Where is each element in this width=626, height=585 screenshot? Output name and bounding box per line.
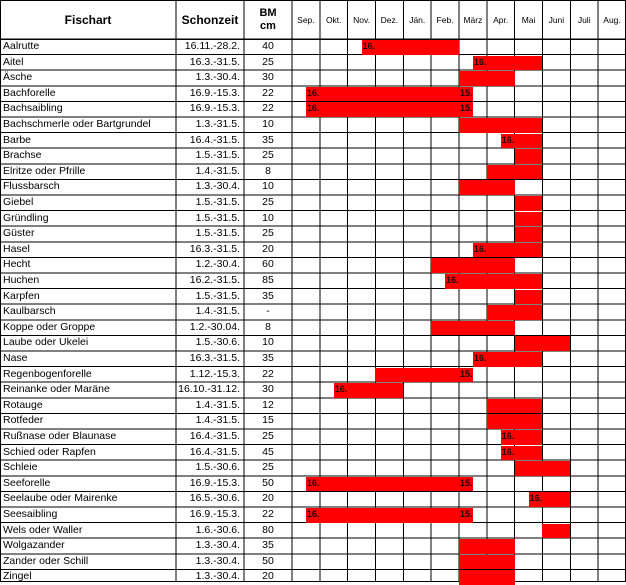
closed-season-bar (515, 290, 543, 305)
closed-season-period: 16.3.-31.5. (189, 55, 240, 68)
fish-name: Nase (3, 352, 28, 364)
fish-name: Giebel (3, 196, 34, 208)
minimum-size: 30 (262, 71, 274, 84)
minimum-size: - (266, 305, 270, 318)
minimum-size: 22 (262, 367, 274, 380)
fish-name: Bachsaibling (3, 102, 63, 115)
closed-season-period: 1.3.-30.4. (195, 570, 240, 583)
closed-season-period: 16.4.-31.5. (189, 445, 240, 458)
fish-name: Seelaube oder Mairenke (3, 492, 118, 505)
fish-name: Rotauge (3, 398, 43, 411)
closed-season-bar (542, 524, 570, 539)
closed-season-bar (375, 368, 472, 383)
fish-name: Elritze oder Pfrille (3, 164, 86, 177)
fish-name: Karpfen (3, 289, 40, 302)
season-start-label: 16. (473, 56, 487, 67)
fish-name: Aalrutte (3, 40, 40, 52)
fish-name: Hecht (3, 258, 31, 271)
closed-season-bar (459, 180, 515, 195)
header-month: Juni (548, 14, 565, 25)
minimum-size: 25 (262, 55, 274, 68)
closed-season-period: 1.4.-31.5. (195, 164, 240, 177)
minimum-size: 10 (262, 211, 274, 224)
closed-season-bar (515, 212, 543, 227)
closed-season-bar (306, 508, 473, 523)
minimum-size: 25 (262, 227, 274, 240)
closed-season-bar (431, 258, 514, 273)
fish-name: Hasel (3, 242, 30, 255)
closed-season-period: 1.5.-31.5. (195, 227, 240, 240)
header-month: Jän. (409, 14, 426, 25)
closed-season-bar (459, 570, 515, 585)
closed-season-period: 1.4.-31.5. (195, 398, 240, 411)
season-start-label: 16. (362, 41, 376, 51)
minimum-size: 8 (265, 320, 271, 333)
minimum-size: 35 (262, 133, 274, 146)
header-month: Nov. (353, 14, 370, 25)
season-end-label: 15. (459, 87, 473, 98)
minimum-size: 30 (262, 383, 274, 396)
closed-season-bar (515, 149, 543, 164)
header-month: März (463, 14, 483, 25)
closed-season-period: 16.9.-15.3. (189, 86, 240, 99)
season-start-label: 16. (306, 509, 320, 519)
header-month: Mai (521, 14, 536, 25)
minimum-size: 25 (262, 196, 274, 208)
closed-season-bar (306, 477, 473, 492)
fish-name: Seeforelle (3, 476, 51, 489)
closed-season-period: 1.3.-30.4. (195, 539, 240, 552)
closed-season-period: 16.4.-31.5. (189, 133, 240, 146)
closed-season-bar (362, 40, 459, 55)
fish-name: Regenbogenforelle (3, 367, 92, 380)
closed-season-period: 1.3.-30.4. (195, 554, 240, 567)
closed-season-period: 16.2.-31.5. (189, 274, 240, 286)
minimum-size: 20 (262, 492, 274, 505)
fish-name: Reinanke oder Maräne (3, 383, 110, 396)
season-end-label: 15. (459, 477, 473, 488)
minimum-size: 25 (262, 149, 274, 162)
header-schonzeit: Schonzeit (181, 12, 239, 27)
closed-season-bar (515, 461, 571, 476)
closed-season-period: 1.3.-30.4. (195, 71, 240, 84)
fish-name: Gründling (3, 211, 49, 224)
minimum-size: 50 (262, 554, 274, 567)
season-start-label: 16. (446, 275, 459, 285)
fish-name: Koppe oder Groppe (3, 320, 96, 333)
minimum-size: 50 (262, 476, 274, 489)
fish-name: Flussbarsch (3, 180, 60, 193)
closed-season-period: 1.5.-31.5. (195, 196, 240, 208)
fish-name: Wels oder Waller (3, 523, 83, 536)
header-month: Sep. (297, 14, 315, 25)
closed-season-period: 16.4.-31.5. (189, 430, 240, 442)
header-month: Okt. (325, 14, 342, 25)
closed-season-period: 1.5.-31.5. (195, 289, 240, 302)
season-start-label: 16. (501, 134, 515, 145)
minimum-size: 25 (262, 430, 274, 442)
header-month: Apr. (493, 14, 509, 25)
minimum-size: 10 (262, 180, 274, 193)
closed-season-period: 1.4.-31.5. (195, 305, 240, 318)
season-start-label: 16. (334, 384, 348, 395)
fish-name: Laube oder Ukelei (3, 336, 89, 349)
minimum-size: 45 (262, 445, 274, 458)
minimum-size: 35 (262, 539, 274, 552)
minimum-size: 22 (262, 102, 274, 115)
fish-name: Rußnase oder Blaunase (3, 430, 117, 442)
closed-season-period: 1.5.-30.6. (195, 336, 240, 349)
season-start-label: 16. (473, 243, 487, 254)
closed-season-bar (306, 87, 473, 102)
closed-season-bar (459, 118, 542, 133)
closed-season-period: 1.5.-31.5. (195, 149, 240, 162)
header-bm (244, 0, 292, 39)
fish-name: Rotfeder (3, 414, 44, 427)
minimum-size: 22 (262, 86, 274, 99)
closed-season-period: 16.3.-31.5. (189, 352, 240, 364)
closed-season-period: 1.2.-30.04. (189, 320, 240, 333)
closed-season-period: 1.5.-31.5. (195, 211, 240, 224)
fish-name: Brachse (3, 149, 42, 162)
season-end-label: 15. (459, 368, 473, 379)
fish-name: Äsche (3, 71, 33, 84)
closed-season-period: 1.12.-15.3. (189, 367, 240, 380)
fish-name: Wolgazander (3, 539, 65, 552)
minimum-size: 35 (262, 289, 274, 302)
minimum-size: 35 (262, 352, 274, 364)
minimum-size: 80 (262, 523, 274, 536)
minimum-size: 85 (262, 274, 274, 286)
fish-name: Zander oder Schill (3, 554, 89, 567)
season-end-label: 15. (459, 509, 473, 519)
closed-season-bar (431, 321, 514, 336)
closed-season-bar (487, 165, 543, 180)
fish-name: Bachforelle (3, 86, 56, 99)
closed-season-period: 16.9.-15.3. (189, 102, 240, 115)
closed-season-period: 1.4.-31.5. (195, 414, 240, 427)
header-fischart: Fischart (64, 12, 112, 27)
closed-season-bar (445, 274, 542, 289)
season-start-label: 16. (306, 87, 320, 98)
season-end-label: 15. (459, 103, 473, 114)
minimum-size: 60 (262, 258, 274, 271)
fish-name: Seesaibling (3, 508, 58, 520)
closed-season-period: 1.2.-30.4. (195, 258, 240, 271)
closed-season-bar (487, 305, 543, 320)
closed-season-period: 16.3.-31.5. (189, 242, 240, 255)
minimum-size: 20 (262, 570, 274, 583)
fish-name: Kaulbarsch (3, 305, 56, 318)
header-month: Dez. (380, 14, 399, 25)
fish-name: Güster (3, 227, 35, 240)
closed-season-bar (459, 555, 515, 570)
season-start-label: 16. (529, 493, 543, 504)
closed-season-period: 1.3.-30.4. (195, 180, 240, 193)
fish-name: Schied oder Rapfen (3, 445, 96, 458)
season-start-label: 16. (501, 431, 515, 441)
fish-name: Barbe (3, 133, 32, 146)
header-bm-line1: BM (259, 6, 277, 19)
closed-season-bar (459, 71, 515, 86)
season-start-label: 16. (501, 446, 515, 457)
minimum-size: 15 (262, 414, 274, 427)
minimum-size: 10 (262, 118, 274, 130)
header-month: Feb. (436, 14, 454, 25)
closed-season-bar (515, 196, 543, 211)
closed-season-period: 1.3.-31.5. (195, 118, 240, 130)
minimum-size: 40 (262, 40, 274, 52)
closed-season-bar (459, 539, 515, 554)
minimum-size: 22 (262, 508, 274, 520)
closed-season-bar (515, 227, 543, 242)
closed-season-bar (487, 414, 543, 429)
closed-season-bar (306, 102, 473, 117)
closed-season-period: 16.11.-28.2. (184, 40, 240, 52)
fish-name: Bachschmerle oder Bartgrundel (3, 118, 151, 130)
closed-season-period: 16.5.-30.6. (189, 492, 240, 505)
minimum-size: 12 (262, 398, 274, 411)
fish-name: Aitel (3, 55, 24, 68)
closed-season-period: 1.5.-30.6. (195, 461, 240, 474)
fish-name: Schleie (3, 461, 38, 474)
minimum-size: 20 (262, 242, 274, 255)
header-month: Juli (577, 14, 591, 25)
closed-season-bar (487, 399, 543, 414)
closed-season-period: 16.10.-31.12. (178, 383, 240, 396)
minimum-size: 8 (265, 164, 271, 177)
season-start-label: 16. (473, 353, 487, 363)
minimum-size: 25 (262, 461, 274, 474)
fish-name: Huchen (3, 274, 40, 286)
closed-season-period: 1.6.-30.6. (195, 523, 240, 536)
fish-name: Zingel (3, 570, 32, 583)
closed-season-period: 16.9.-15.3. (189, 476, 240, 489)
header-bm-line2: cm (260, 19, 276, 32)
closed-season-period: 16.9.-15.3. (189, 508, 240, 520)
closed-season-bar (515, 336, 571, 351)
minimum-size: 10 (262, 336, 274, 349)
season-start-label: 16. (306, 103, 320, 114)
header-month: Aug. (603, 14, 621, 25)
season-start-label: 16. (306, 477, 320, 488)
